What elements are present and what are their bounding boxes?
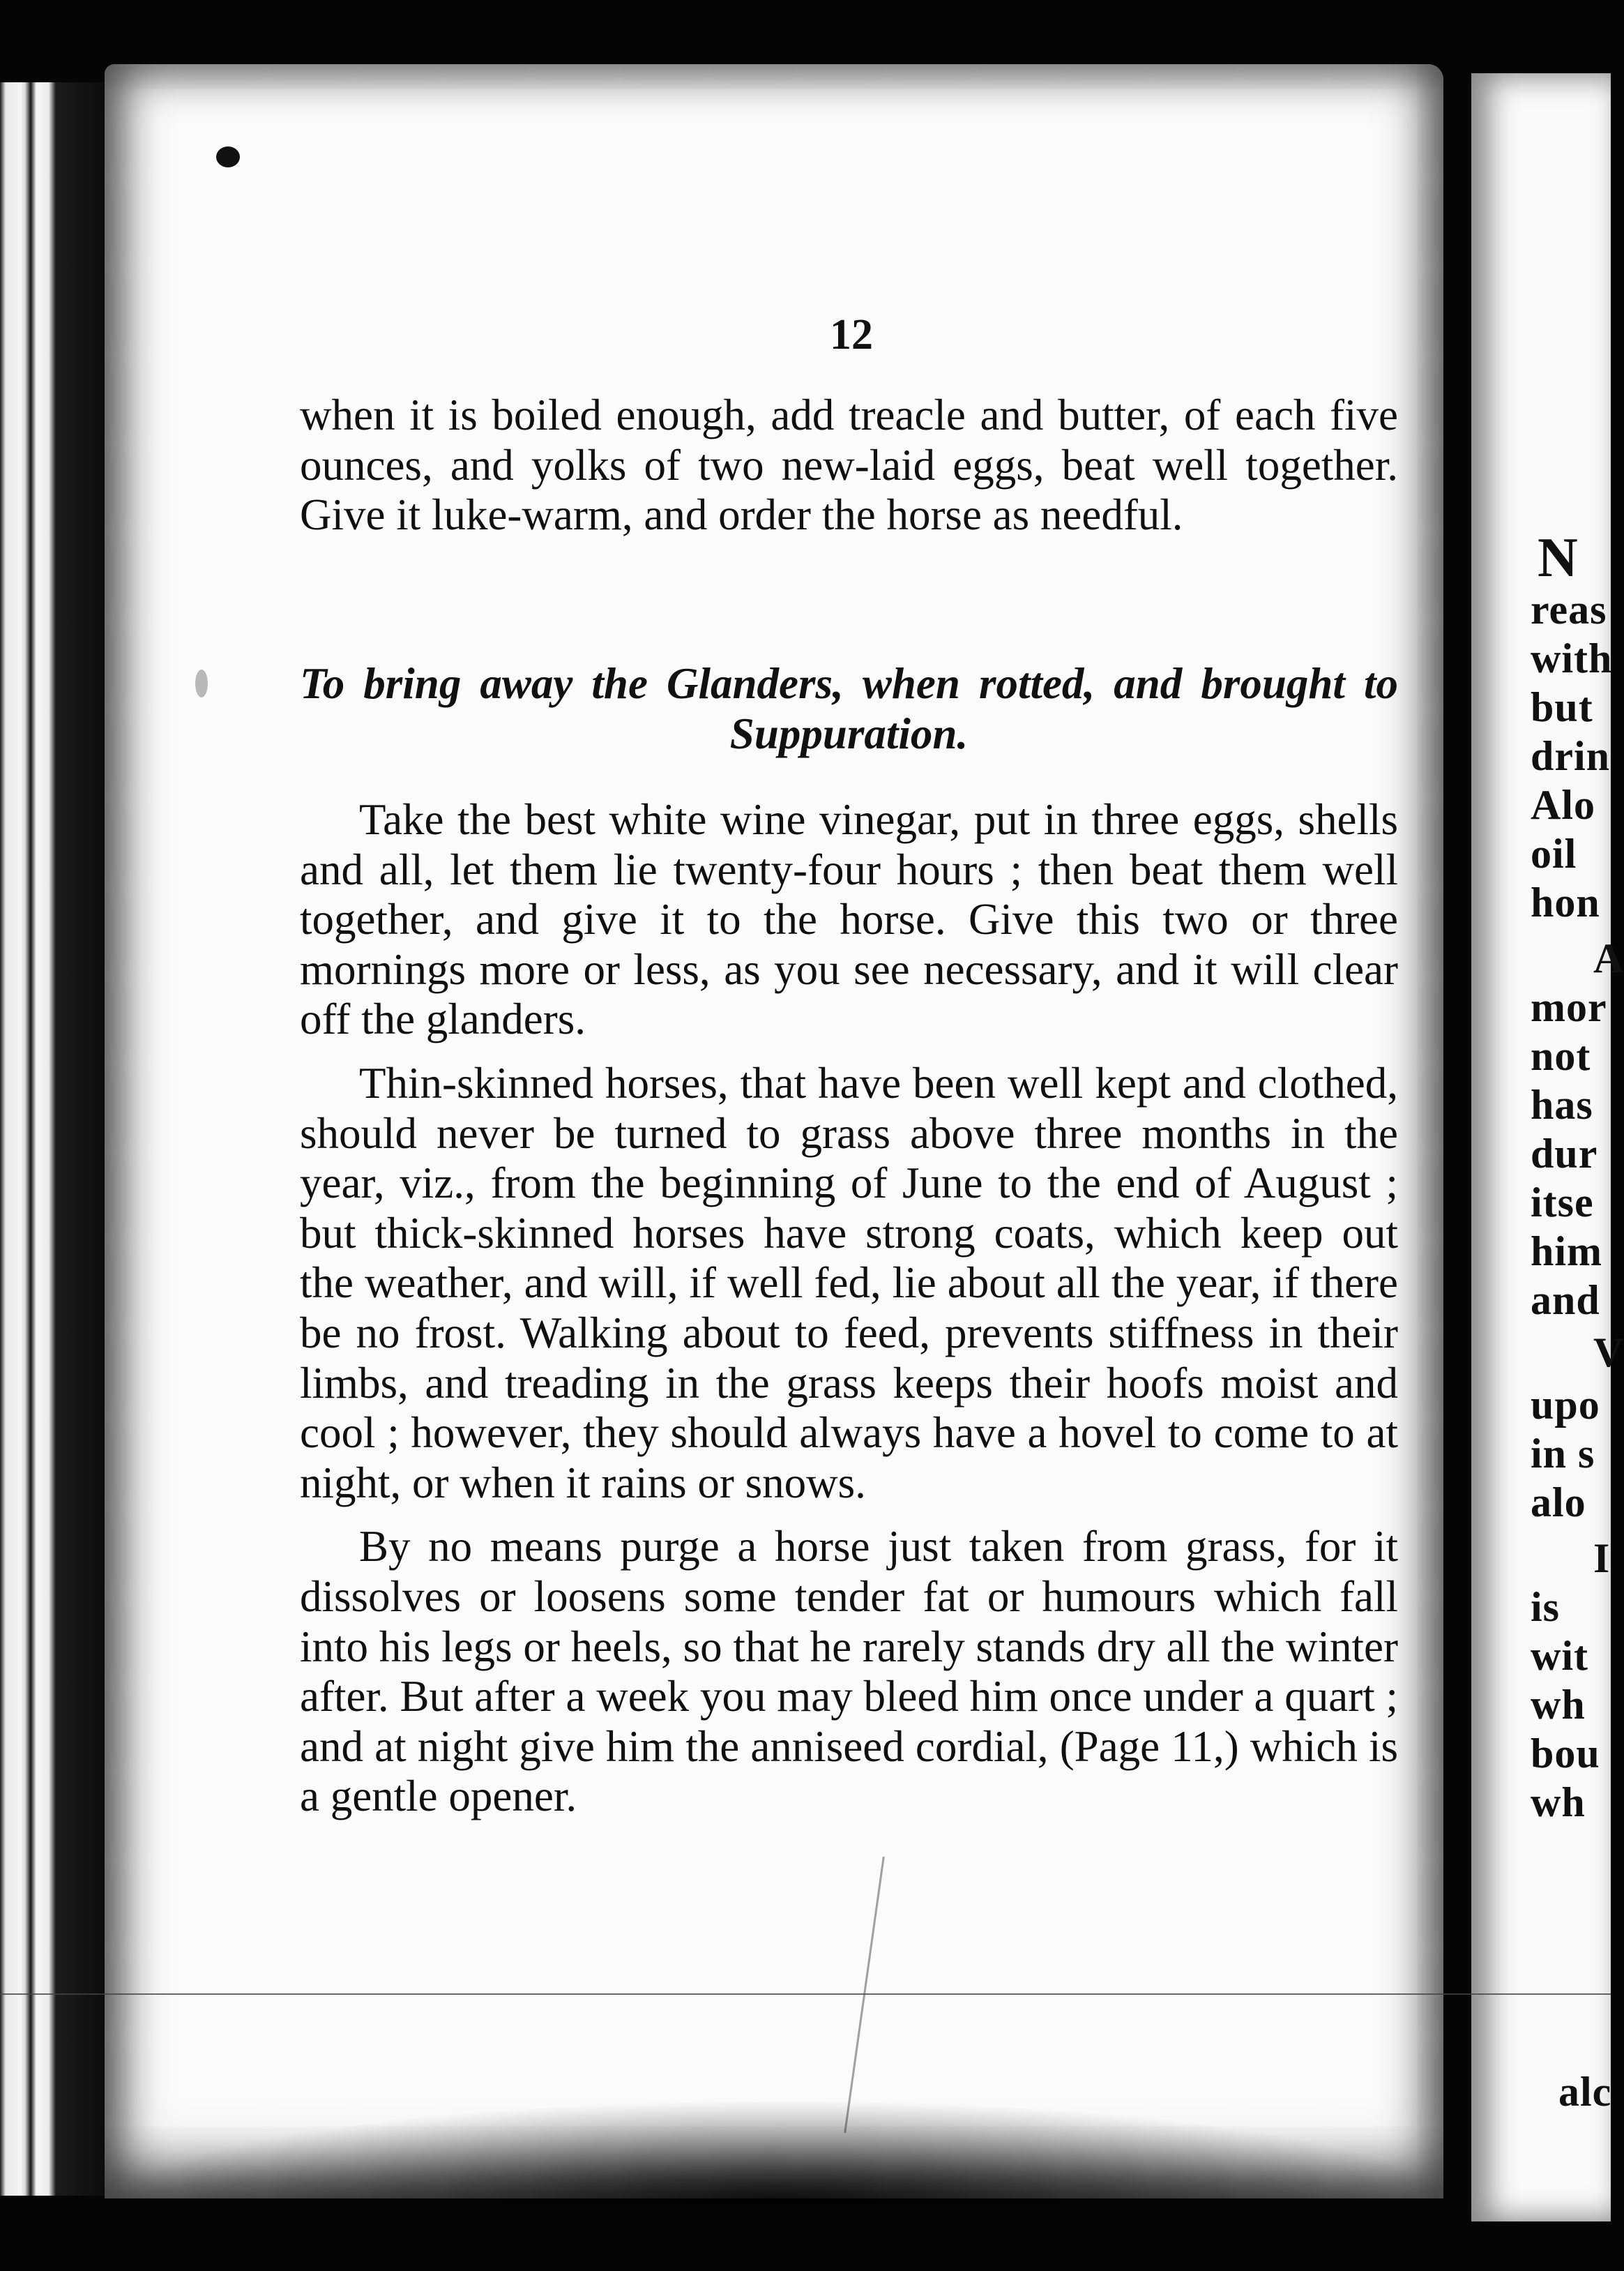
- paragraph-text: when it is boiled enough, add treacle and butter, of each five ounces, and yolks of two new-laid eggs, beat well together. Give it luke-warm, and order the horse as needful.: [300, 391, 1398, 540]
- facing-fragment: with: [1531, 635, 1613, 681]
- continued-paragraph: [300, 391, 1398, 541]
- facing-fragment: bou: [1531, 1730, 1600, 1776]
- scan-line: [0, 1993, 1611, 1995]
- scan-shadow: [105, 2099, 1457, 2204]
- facing-fragment: not: [1531, 1033, 1591, 1079]
- facing-fragment: has: [1531, 1082, 1593, 1128]
- facing-fragment: dur: [1531, 1131, 1598, 1177]
- facing-fragment: A: [1593, 935, 1624, 981]
- facing-fragment: wit: [1531, 1633, 1588, 1679]
- ink-smudge: [195, 670, 208, 697]
- facing-fragment: alo: [1531, 1479, 1586, 1525]
- facing-fragment: I: [1593, 1535, 1611, 1581]
- facing-fragment: V: [1593, 1329, 1624, 1375]
- facing-fragment: hon: [1531, 880, 1600, 926]
- facing-fragment: itse: [1531, 1179, 1594, 1225]
- paragraph: Take the best white wine vinegar, put in three eggs, shells and all, let them lie twenty-four hours ; then beat them well together, and give it to the horse. Give this two or three mornings more or less, as you see necessary, and it will clear off the glanders.: [300, 795, 1398, 1044]
- facing-fragment: oil: [1531, 831, 1577, 877]
- facing-fragment: N: [1538, 527, 1579, 589]
- facing-fragment: wh: [1531, 1682, 1586, 1728]
- facing-fragment: and: [1531, 1277, 1600, 1323]
- body-text: [300, 795, 1398, 1836]
- paragraph: By no means purge a horse just taken from grass, for it dissolves or loosens some tender fat or humours which fall into his legs or heels, so that he rarely stands dry all the winter after. But after a week you may bleed him once under a quart ; and at night give him the anniseed cordial, (Page 11,) which is a gentle opener.: [300, 1522, 1398, 1821]
- facing-fragment: alc: [1558, 2069, 1612, 2115]
- facing-fragment: reas: [1531, 587, 1607, 633]
- facing-fragment: is: [1531, 1584, 1561, 1630]
- ink-blot: [216, 146, 240, 167]
- paragraph: Thin-skinned horses, that have been well kept and clothed, should never be turned to grass above three months in the year, viz., from the beginning of June to the end of August ; but thick-skinned horses have strong coats, which keep out the weather, and will, if well fed, lie about all the year, if there be no frost. Walking about to feed, prevents stiffness in their limbs, and treading in the grass keeps their hoofs moist and cool ; however, they should always have a hovel to come to at night, or when it rains or snows.: [300, 1058, 1398, 1507]
- section-heading: To bring away the Glanders, when rotted, and brought to Suppuration.: [300, 659, 1398, 758]
- facing-fragment: drin: [1531, 733, 1611, 779]
- facing-fragment: Alo: [1531, 782, 1595, 828]
- facing-fragment: wh: [1531, 1779, 1586, 1825]
- facing-fragment: upo: [1531, 1382, 1600, 1428]
- facing-fragment: him: [1531, 1228, 1603, 1274]
- facing-fragment: mor: [1531, 984, 1607, 1030]
- page-number: 12: [830, 311, 873, 359]
- facing-fragment: but: [1531, 684, 1593, 730]
- facing-fragment: in s: [1531, 1431, 1595, 1477]
- facing-page: [1471, 73, 1624, 2221]
- left-page-edge: [0, 82, 105, 2196]
